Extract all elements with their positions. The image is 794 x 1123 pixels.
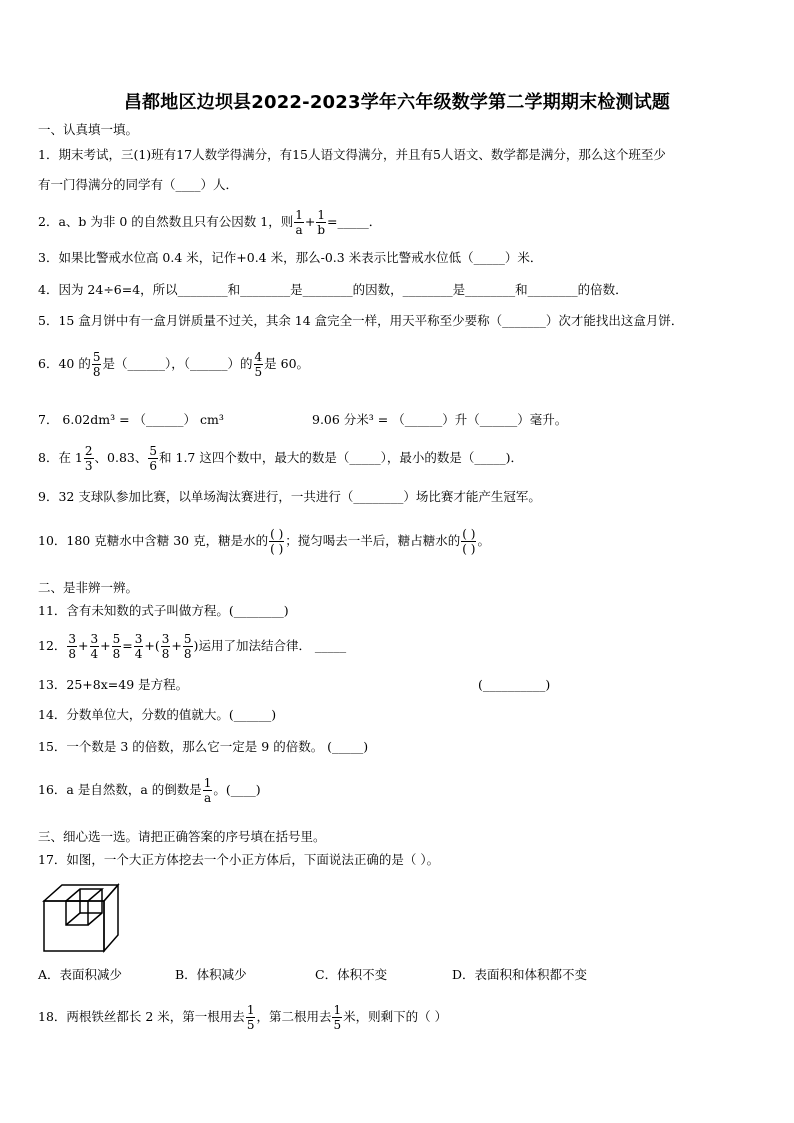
question-13: 13．25+8x=49 是方程。	[38, 677, 189, 692]
question-8	[38, 444, 523, 473]
denominator: 8	[112, 647, 121, 661]
numerator: 4	[254, 350, 263, 364]
numerator: 1	[246, 1003, 255, 1017]
q16-text: 16．a 是自然数，a 的倒数是	[38, 782, 202, 797]
question-3: 3．如果比警戒水位高 0.4 米，记作+0.4 米，那么-0.3 米表示比警戒水位低（_____）米．	[38, 250, 543, 265]
denominator: 4	[134, 647, 143, 661]
numerator: 1	[333, 1003, 342, 1017]
numerator: 5	[92, 350, 101, 364]
fraction	[246, 1003, 256, 1032]
question-1-line-2: 有一门得满分的同学有（____）人．	[38, 177, 239, 192]
fraction-blank	[461, 527, 476, 556]
denominator: 4	[90, 647, 99, 661]
fraction	[112, 632, 122, 661]
denominator: 6	[149, 459, 158, 473]
q2-equals: =_____．	[327, 214, 382, 229]
question-18	[38, 1003, 447, 1032]
q17-option-d: D．表面积和体积都不变	[452, 967, 588, 982]
denominator: 8	[68, 647, 77, 661]
question-11: 11．含有未知数的式子叫做方程。(________)	[38, 603, 289, 618]
numerator: 5	[183, 632, 192, 646]
denominator: 5	[254, 365, 263, 379]
q12-text: 运用了加法结合律． _____	[198, 638, 347, 653]
q8-text: 、0.83、	[94, 450, 148, 465]
question-12	[38, 632, 346, 661]
fraction	[148, 444, 158, 473]
fraction	[183, 632, 193, 661]
numerator: 1	[317, 208, 325, 222]
question-13-answer: (__________)	[478, 677, 551, 692]
q12-text: 12．	[38, 638, 67, 653]
fraction	[92, 350, 102, 379]
section-1-heading: 一、认真填一填。	[38, 122, 139, 137]
numerator: 3	[134, 632, 143, 646]
operator: +	[171, 638, 182, 653]
section-3-heading: 三、细心选一选。请把正确答案的序号填在括号里。	[38, 829, 326, 844]
numerator: ( )	[270, 527, 284, 541]
numerator: 2	[84, 444, 93, 458]
page-title: 昌都地区边坝县2022-2023学年六年级数学第二学期期末检测试题	[123, 92, 671, 113]
operator: )	[193, 638, 199, 653]
q8-text: 8．在 1	[38, 450, 83, 465]
question-4: 4．因为 24÷6=4，所以________和________是________的因数，________是________和________的倍数．	[38, 282, 628, 297]
operator: =	[122, 638, 133, 653]
denominator: ( )	[462, 542, 476, 556]
question-9: 9．32 支球队参加比赛，以单场淘汰赛进行，一共进行（________）场比赛才能产生冠军。	[38, 489, 541, 504]
cube-figure	[40, 881, 120, 953]
question-5: 5．15 盒月饼中有一盒月饼质量不过关，其余 14 盒完全一样，用天平称至少要称（_______）次才能找出这盒月饼．	[38, 313, 684, 328]
question-1-line-1: 1．期末考试，三(1)班有17人数学得满分，有15人语文得满分，并且有5人语文、数学都是满分，那么这个班至少	[38, 147, 666, 162]
numerator: 1	[203, 776, 212, 790]
numerator: 3	[68, 632, 77, 646]
numerator: 1	[295, 208, 303, 222]
q10-text: 。	[477, 533, 490, 548]
denominator: a	[295, 223, 303, 237]
denominator: 5	[246, 1018, 255, 1032]
fraction	[332, 1003, 342, 1032]
denominator: 8	[161, 647, 170, 661]
plus-sign: +	[304, 214, 316, 229]
question-14: 14．分数单位大，分数的值就大。(______)	[38, 707, 277, 722]
denominator: 8	[92, 365, 101, 379]
denominator: b	[317, 223, 326, 237]
q2-text: 2．a、b 为非 0 的自然数且只有公因数 1，则	[38, 214, 294, 229]
fraction	[84, 444, 94, 473]
question-2	[38, 208, 381, 237]
q18-text: ，第二根用去	[256, 1009, 332, 1024]
cube-front-face	[44, 901, 104, 951]
operator: +	[78, 638, 89, 653]
question-7a: 7． 6.02dm³ = （______） cm³	[38, 412, 224, 427]
denominator: 8	[183, 647, 192, 661]
denominator: a	[204, 791, 212, 805]
q6-text: 是（______），（______）的	[102, 356, 253, 371]
fraction	[67, 632, 77, 661]
q10-text: ；搅匀喝去一半后，糖占糖水的	[285, 533, 461, 548]
q17-option-b: B．体积减少	[175, 967, 247, 982]
fraction	[294, 208, 304, 237]
q17-option-c: C．体积不变	[315, 967, 388, 982]
denominator: ( )	[270, 542, 284, 556]
question-15: 15．一个数是 3 的倍数，那么它一定是 9 的倍数。 (_____)	[38, 739, 369, 754]
fraction	[134, 632, 144, 661]
fraction	[90, 632, 100, 661]
question-16	[38, 776, 261, 805]
fraction	[203, 776, 213, 805]
q18-text: 米，则剩下的（ ）	[343, 1009, 448, 1024]
q17-option-a: A．表面积减少	[38, 967, 123, 982]
fraction	[254, 350, 264, 379]
numerator: ( )	[462, 527, 476, 541]
numerator: 3	[161, 632, 170, 646]
q16-text: 。(____)	[213, 782, 261, 797]
question-6	[38, 350, 309, 379]
fraction-blank	[269, 527, 284, 556]
fraction	[161, 632, 171, 661]
operator: +	[100, 638, 111, 653]
denominator: 5	[333, 1018, 342, 1032]
section-2-heading: 二、是非辨一辨。	[38, 580, 139, 595]
cube-side-face	[104, 885, 118, 951]
operator: +(	[144, 638, 160, 653]
numerator: 5	[149, 444, 158, 458]
numerator: 3	[90, 632, 99, 646]
q10-text: 10．180 克糖水中含糖 30 克，糖是水的	[38, 533, 269, 548]
question-7b: 9.06 分米³ = （______）升（______）毫升。	[312, 412, 568, 427]
cutout-top	[66, 889, 102, 901]
q6-text: 6．40 的	[38, 356, 91, 371]
q6-text: 是 60。	[264, 356, 310, 371]
question-10	[38, 527, 490, 556]
question-17: 17．如图，一个大正方体挖去一个小正方体后，下面说法正确的是（ ）。	[38, 852, 440, 867]
q18-text: 18．两根铁丝都长 2 米，第一根用去	[38, 1009, 245, 1024]
denominator: 3	[84, 459, 93, 473]
fraction	[316, 208, 326, 237]
q8-text: 和 1.7 这四个数中，最大的数是（_____），最小的数是（_____)．	[159, 450, 523, 465]
numerator: 5	[112, 632, 121, 646]
